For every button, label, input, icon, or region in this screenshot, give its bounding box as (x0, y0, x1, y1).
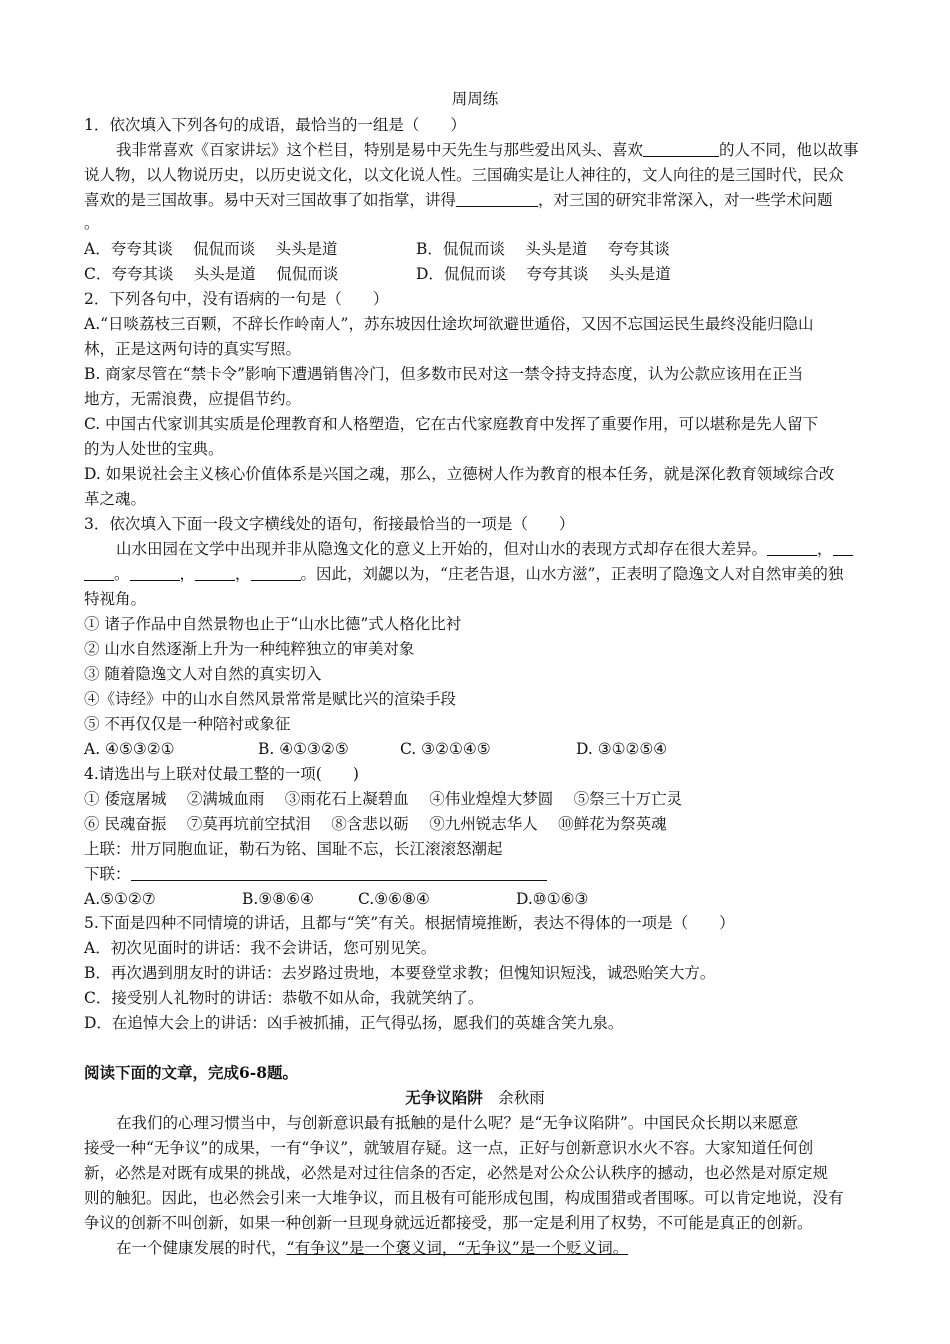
q4-lower-couplet (84, 863, 547, 885)
q3-stem: 3．依次填入下面一段文字横线处的语句，衔接最恰当的一项是（ ） (84, 515, 575, 533)
q1-option-a[interactable]: A．夸夸其谈 侃侃而谈 头头是道 (84, 240, 338, 258)
q4-option-b[interactable]: B.⑨⑧⑥④ (242, 890, 314, 908)
q2-option-b[interactable]: B. 商家尽管在“禁卡令”影响下遭遇销售冷门，但多数市民对这一禁令持支持态度，认为公款应该用在正当 (84, 365, 804, 383)
article-text: 在一个健康发展的时代， (116, 1239, 287, 1257)
q2-option-a-cont: 林，正是这两句诗的真实写照。 (84, 340, 302, 358)
q4-option-a[interactable]: A.⑤①②⑦ (84, 890, 156, 908)
q2-option-b-cont: 地方，无需浪费，应提倡节约。 (84, 390, 302, 408)
q3-passage-text: 。 (114, 565, 130, 583)
q1-passage-line (116, 139, 859, 161)
q2-option-c-cont: 的为人处世的宝典。 (84, 440, 224, 458)
q4-lower-label: 下联： (84, 865, 131, 883)
q5-option-d[interactable]: D．在追悼大会上的讲话：凶手被抓捕，正气得弘扬，愿我们的英雄含笑九泉。 (84, 1014, 624, 1032)
answer-blank[interactable] (833, 539, 853, 556)
q1-passage-text: 的人不同，他以故事 (719, 141, 859, 159)
q1-stem: 1．依次填入下列各句的成语，最恰当的一组是（ ） (84, 116, 466, 134)
article-line: 接受一种“无争议”的成果，一有“争议”，就皱眉存疑。这一点，正好与创新意识水火不容。大家知道任何创 (84, 1139, 814, 1157)
article-line: 在我们的心理习惯当中，与创新意识最有抵触的是什么呢？是“无争议陷阱”。中国民众长期以来愿意 (116, 1114, 799, 1132)
q1-passage-line (84, 189, 833, 211)
article-line: 新，必然是对既有成果的挑战，必然是对过往信条的否定，必然是对公众公认秩序的撼动，也必然是对原定规 (84, 1164, 829, 1182)
q1-passage-line: 。 (84, 214, 100, 232)
q3-sentence-3: ③ 随着隐逸文人对自然的真实切入 (84, 665, 322, 683)
article-line: 争议的创新不叫创新，如果一种创新一旦现身就远近都接受，那一定是利用了权势，不可能是真正的创新。 (84, 1214, 813, 1232)
q3-option-c[interactable]: C. ③②①④⑤ (400, 740, 491, 758)
q4-option-c[interactable]: C.⑨⑥⑧④ (358, 890, 430, 908)
q4-choices-row-2: ⑥ 民魂奋振 ⑦莫再坑前空拭泪 ⑧含悲以砺 ⑨九州锐志华人 ⑩鲜花为祭英魂 (84, 815, 667, 833)
answer-blank[interactable] (456, 190, 538, 207)
q3-sentence-2: ② 山水自然逐渐上升为一种纯粹独立的审美对象 (84, 640, 415, 658)
q1-passage-line: 说人物，以人物说历史，以历史说文化，以文化说人性。三国确实是让人神往的，文人向往的是三国时代，民众 (84, 166, 844, 184)
q3-sentence-5: ⑤ 不再仅仅是一种陪衬或象征 (84, 715, 291, 733)
q1-passage-text: 我非常喜欢《百家讲坛》这个栏目，特别是易中天先生与那些爱出风头、喜欢 (116, 141, 644, 159)
q3-sentence-4: ④《诗经》中的山水自然风景常常是赋比兴的渲染手段 (84, 690, 457, 708)
article-line: 则的触犯。因此，也必然会引来一大堆争议，而且极有可能形成包围，构成围猎或者围啄。可以肯定地说，没有 (84, 1189, 844, 1207)
q2-option-d[interactable]: D. 如果说社会主义核心价值体系是兴国之魂，那么，立德树人作为教育的根本任务，就是深化教育领域综合改 (84, 465, 835, 483)
answer-blank[interactable] (767, 539, 817, 556)
q2-option-a[interactable]: A.“日啖荔枝三百颗，不辞长作岭南人”，苏东坡因仕途坎坷欲避世遁俗，又因不忘国运民生最终没能归隐山 (84, 315, 814, 333)
q1-option-d[interactable]: D．侃侃而谈 夸夸其谈 头头是道 (416, 265, 671, 283)
q1-passage-text: ，对三国的研究非常深入，对一些学术问题 (538, 191, 833, 209)
document-title: 周周练 (451, 90, 499, 108)
q4-option-d[interactable]: D.⑩①⑥③ (516, 890, 589, 908)
underlined-sentence: “有争议”是一个褒义词，“无争议”是一个贬义词。 (286, 1239, 629, 1257)
answer-blank[interactable] (195, 564, 235, 581)
answer-blank[interactable] (643, 140, 719, 157)
q3-passage-text: ， (235, 565, 251, 583)
answer-blank[interactable] (251, 564, 301, 581)
q3-passage-text: 山水田园在文学中出现并非从隐逸文化的意义上开始的，但对山水的表现方式却存在很大差异。 (116, 540, 768, 558)
q3-passage-line: 特视角。 (84, 590, 147, 608)
answer-blank[interactable] (130, 564, 180, 581)
answer-blank[interactable] (84, 564, 114, 581)
q3-passage-text: ， (817, 540, 833, 558)
q3-passage-line (116, 538, 853, 560)
article-line (116, 1237, 628, 1259)
q1-option-c[interactable]: C．夸夸其谈 头头是道 侃侃而谈 (84, 265, 339, 283)
q3-passage-line (84, 563, 843, 585)
q2-option-d-cont: 革之魂。 (84, 490, 147, 508)
article-title: 无争议陷阱 (405, 1088, 483, 1107)
q2-option-c[interactable]: C. 中国古代家训其实质是伦理教育和人格塑造，它在古代家庭教育中发挥了重要作用，可以堪称是先人留下 (84, 415, 819, 433)
q5-option-b[interactable]: B．再次遇到朋友时的讲话：去岁路过贵地，本要登堂求教；但愧知识短浅，诚恐贻笑大方。 (84, 964, 716, 982)
q5-option-a[interactable]: A．初次见面时的讲话：我不会讲话，您可别见笑。 (84, 939, 437, 957)
q1-passage-text: 喜欢的是三国故事。易中天对三国故事了如指掌，讲得 (84, 191, 457, 209)
q4-choices-row-1: ① 倭寇屠城 ②满城血雨 ③雨花石上凝碧血 ④伟业煌煌大梦圆 ⑤祭三十万亡灵 (84, 790, 683, 808)
article-author: 余秋雨 (498, 1089, 545, 1107)
q3-option-a[interactable]: A. ④⑤③②① (84, 740, 175, 758)
article-heading (0, 1087, 950, 1109)
q3-sentence-1: ① 诸子作品中自然景物也止于“山水比德”式人格化比衬 (84, 615, 462, 633)
q5-option-c[interactable]: C．接受别人礼物时的讲话：恭敬不如从命，我就笑纳了。 (84, 989, 484, 1007)
q5-stem: 5.下面是四种不同情境的讲话，且都与“笑”有关。根据情境推断，表达不得体的一项是（ ） (84, 914, 735, 932)
q4-stem: 4.请选出与上联对仗最工整的一项( ) (84, 765, 359, 783)
q2-stem: 2．下列各句中，没有语病的一句是（ ） (84, 290, 389, 308)
q3-option-b[interactable]: B. ④①③②⑤ (258, 740, 349, 758)
q3-passage-text: ， (179, 565, 196, 583)
q3-option-d[interactable]: D. ③①②⑤④ (576, 740, 668, 758)
reading-instruction: 阅读下面的文章，完成6-8题。 (84, 1063, 299, 1082)
answer-blank[interactable] (131, 864, 547, 881)
q3-passage-text: 。因此，刘勰以为，“庄老告退，山水方滋”，正表明了隐逸文人对自然审美的独 (300, 565, 844, 583)
q4-upper-couplet: 上联：卅万同胞血证，勒石为铭、国耻不忘，长江滚滚怒潮起 (84, 840, 503, 858)
q1-option-b[interactable]: B．侃侃而谈 头头是道 夸夸其谈 (416, 240, 670, 258)
